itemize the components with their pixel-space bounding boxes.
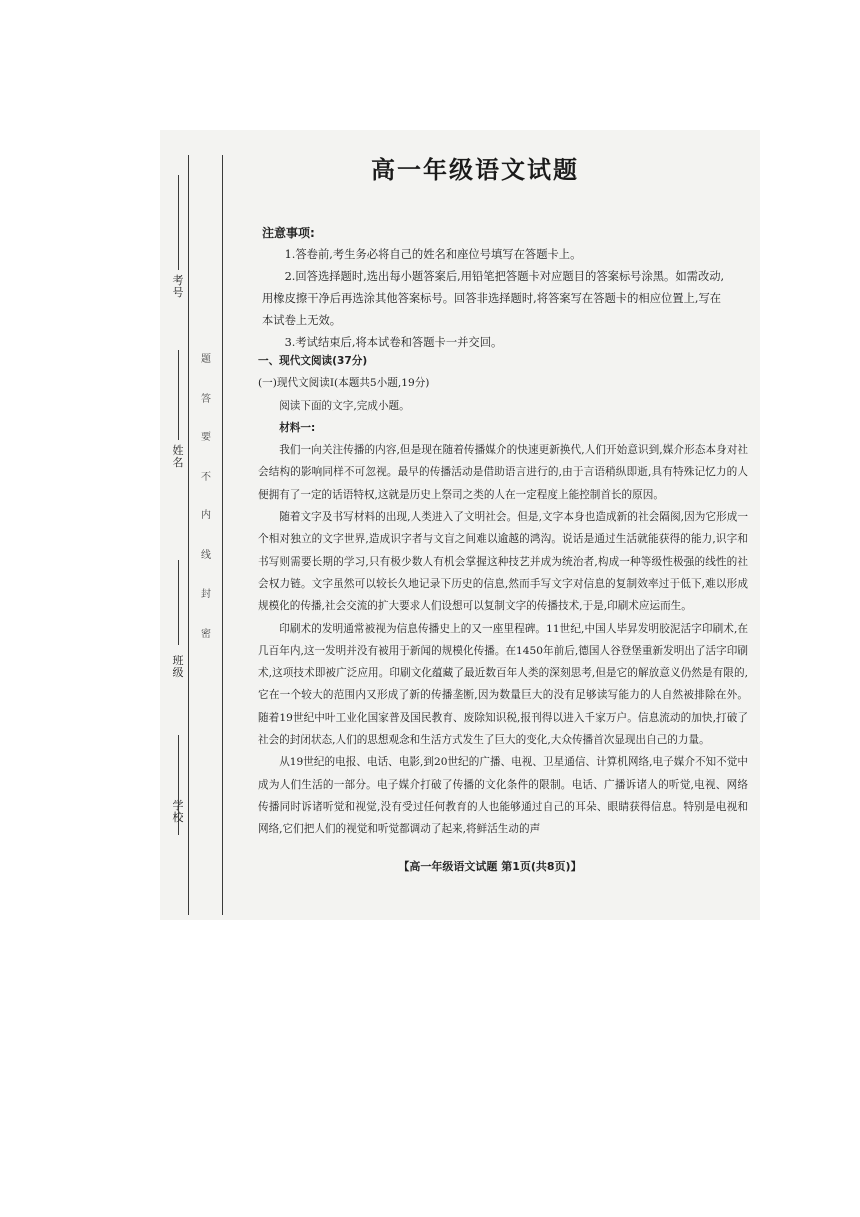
notice-block bbox=[262, 222, 732, 354]
seal-char: 密 bbox=[201, 629, 211, 640]
seal-char: 内 bbox=[201, 510, 211, 521]
class-underline bbox=[178, 560, 179, 645]
seal-char: 答 bbox=[201, 394, 211, 405]
body-paragraph: 从19世纪的电报、电话、电影,到20世纪的广播、电视、卫星通信、计算机网络,电子媒介不知不觉中成为人们生活的一部分。电子媒介打破了传播的文化条件的限制。电话、广播诉诸人的听觉,电视、网络传播同时诉诸听觉和视觉,没有受过任何教育的人也能够通过自己的耳朵、眼睛获得信息。特别是电视和网络,它们把人们的视觉和听觉都调动了起来,将鲜活生动的声 bbox=[258, 756, 748, 836]
seal-char: 封 bbox=[201, 589, 211, 600]
exam-number-label: 考号 bbox=[172, 274, 184, 299]
notice-heading: 注意事项: bbox=[262, 226, 315, 240]
binding-line-outer bbox=[188, 155, 189, 915]
seal-char: 题 bbox=[201, 354, 211, 365]
seal-char: 要 bbox=[201, 432, 211, 443]
body-paragraph: 我们一向关注传播的内容,但是现在随着传播媒介的快速更新换代,人们开始意识到,媒介形态本身对社会结构的影响同样不可忽视。最早的传播活动是借助语言进行的,由于言语稍纵即逝,具有特殊记忆力的人便拥有了一定的话语特权,这就是历史上祭司之类的人在一定程度上能控制首长的原因。 bbox=[258, 444, 748, 501]
notice-item: 2.回答选择题时,选出每小题答案后,用铅笔把答题卡对应题目的答案标号涂黑。如需改动,用橡皮擦干净后再选涂其他答案标号。回答非选择题时,将答案写在答题卡的相应位置上,写在本试卷上无效。 bbox=[262, 270, 725, 327]
page-title: 高一年级语文试题 bbox=[371, 156, 579, 184]
seal-char: 线 bbox=[201, 550, 211, 561]
notice-item: 3.考试结束后,将本试卷和答题卡一并交回。 bbox=[284, 336, 503, 349]
name-underline bbox=[178, 350, 179, 440]
school-label: 学校 bbox=[172, 799, 184, 824]
section-subheading: (一)现代文阅读Ⅰ(本题共5小题,19分) bbox=[258, 377, 430, 390]
section-instruction: 阅读下面的文字,完成小题。 bbox=[279, 399, 410, 412]
reading-section bbox=[258, 350, 748, 841]
section-heading: 一、现代文阅读(37分) bbox=[258, 355, 368, 367]
body-paragraph: 印刷术的发明通常被视为信息传播史上的又一座里程碑。11世纪,中国人毕昇发明胶泥活字印刷术,在几百年内,这一发明并没有被用于新闻的规模化传播。在1450年前后,德国人谷登堡重新发明出了活字印刷术,这项技术即被广泛应用。印刷文化蕴藏了最近数百年人类的深刻思考,但是它的解放意义仍然是有限的,它在一个较大的范围内又形成了新的传播垄断,因为数量巨大的没有足够读写能力的人自然被排除在外。随着19世纪中叶工业化国家普及国民教育、废除知识税,报刊得以进入千家万户。信息流动的加快,打破了社会的封闭状态,人们的思想观念和生活方式发生了巨大的变化,大众传播首次显现出自己的力量。 bbox=[258, 622, 748, 747]
class-label: 班级 bbox=[172, 654, 184, 679]
seal-char: 不 bbox=[201, 472, 211, 483]
notice-item: 1.答卷前,考生务必将自己的姓名和座位号填写在答题卡上。 bbox=[284, 248, 582, 261]
exam-number-underline bbox=[178, 175, 179, 270]
body-paragraph: 随着文字及书写材料的出现,人类进入了文明社会。但是,文字本身也造成新的社会隔阂,因为它形成一个相对独立的文字世界,造成识字者与文盲之间难以逾越的鸿沟。说话是通过生活就能获得的能力,识字和书写则需要长期的学习,只有极少数人有机会掌握这种技艺并成为统治者,构成一种等级性极强的线性的社会权力链。文字虽然可以较长久地记录下历史的信息,然而手写文字对信息的复制效率过于低下,难以形成规模化的传播,社会交流的扩大要求人们设想可以复制文字的传播技术,于是,印刷术应运而生。 bbox=[258, 511, 748, 613]
name-label: 姓名 bbox=[172, 444, 184, 469]
page-footer: 【高一年级语文试题 第1页(共8页)】 bbox=[398, 860, 582, 873]
binding-line-inner bbox=[222, 155, 223, 915]
material-label: 材料一: bbox=[279, 421, 316, 434]
